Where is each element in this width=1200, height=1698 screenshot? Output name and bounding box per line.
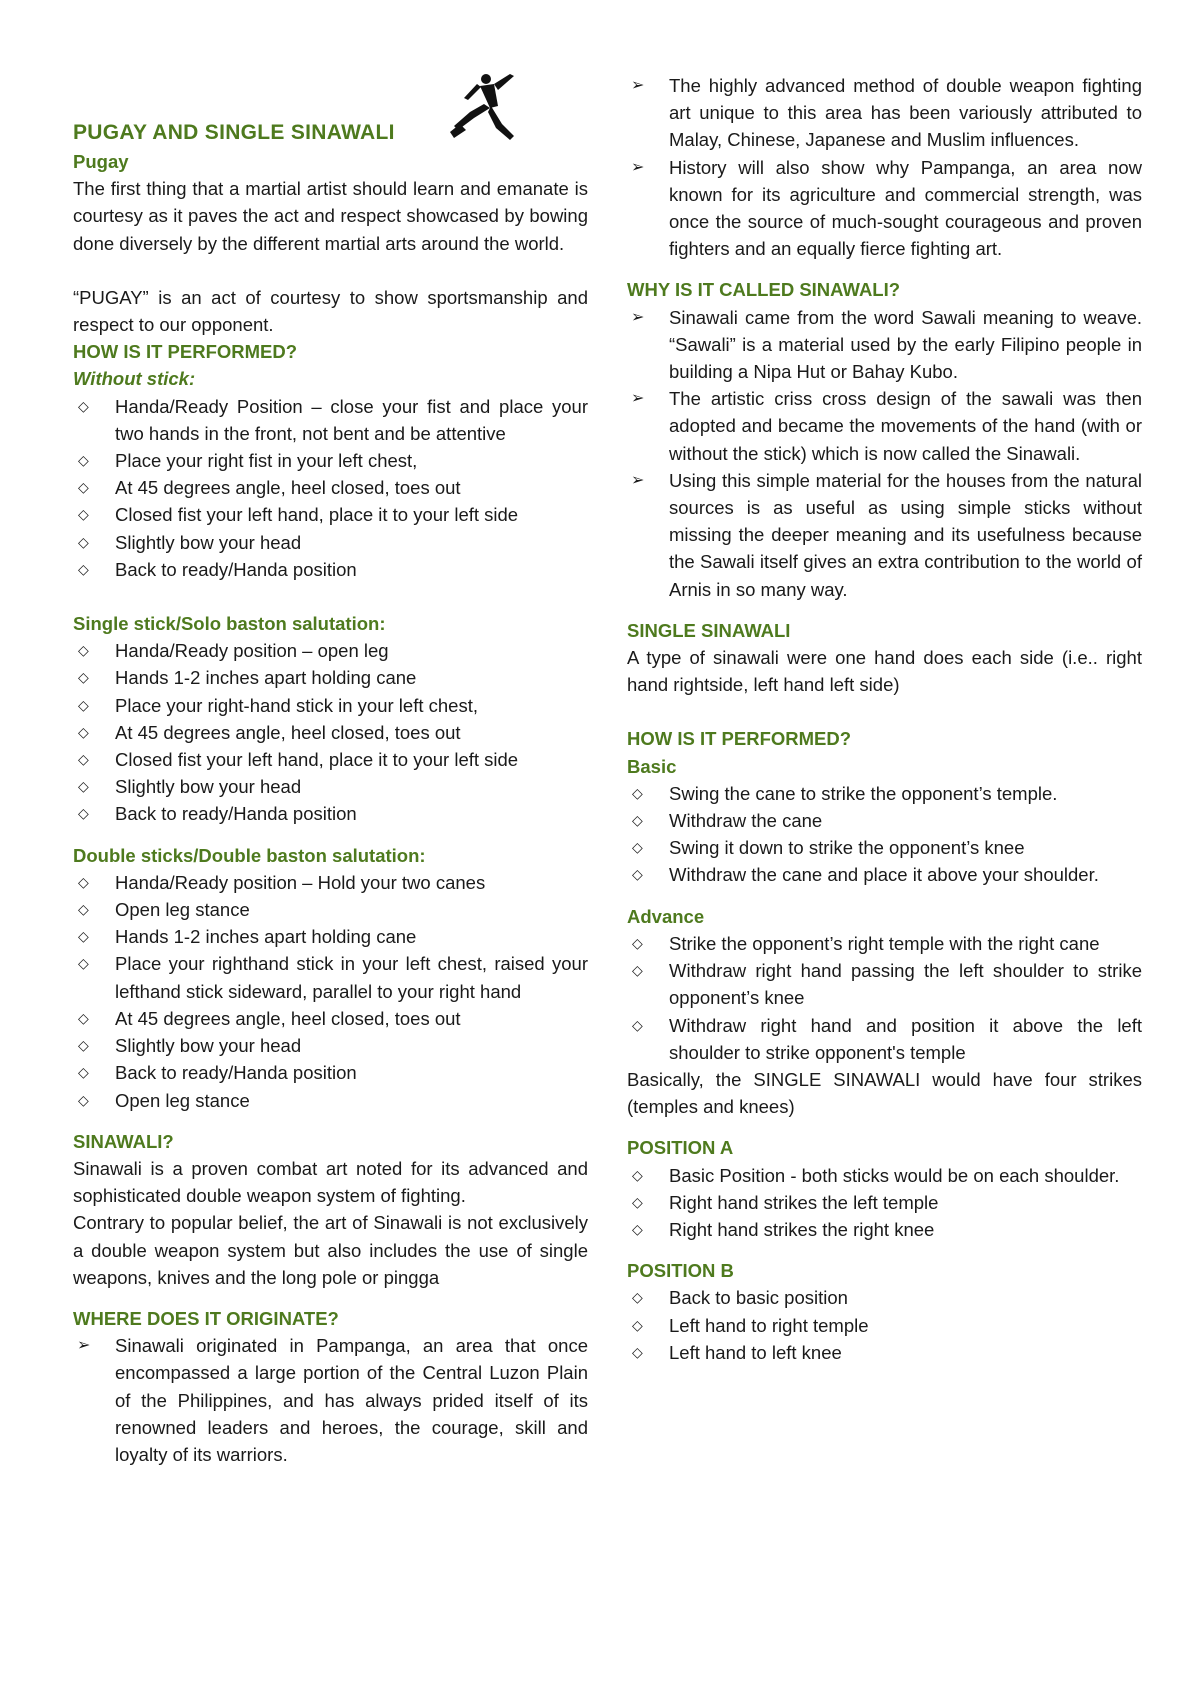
list-item [73,393,588,447]
list-item-text: Using this simple material for the houses from the natural sources is as useful as using simple sticks without missing the deeper meaning and its usefulness because the Sawali itself gives an extra contribution to the world of Arnis in so many way. [669,469,1142,600]
page-title: PUGAY AND SINGLE SINAWALI [73,121,395,144]
list-item [73,950,588,1004]
list-item [627,1312,1142,1339]
list-item-text: Place your right fist in your left chest, [115,450,418,472]
why-heading: WHY IS IT CALLED SINAWALI? [627,279,901,301]
list-item-text: Handa/Ready position – Hold your two canes [115,871,486,893]
diamond-bullet-icon: ◇ [78,955,89,972]
arrow-bullet-icon: ➢ [631,390,645,408]
diamond-bullet-icon: ◇ [632,934,643,951]
single-sinawali-heading: SINGLE SINAWALI [627,619,791,641]
list-item-text: Swing it down to strike the opponent’s knee [669,837,1025,859]
list-item-text: Strike the opponent’s right temple with the right cane [669,932,1100,954]
right-column [627,0,1142,1366]
list-item [73,746,588,773]
list-item-text: Handa/Ready Position – close your fist and place your two hands in the front, not bent and be attentive [115,395,588,444]
single-sinawali-paragraph: A type of sinawali were one hand does each side (i.e.. right hand rightside, left hand left side) [627,647,1142,696]
diamond-bullet-icon: ◇ [78,669,89,686]
list-item-text: Closed fist your left hand, place it to your left side [115,749,519,771]
list-item [627,1162,1142,1189]
list-item-text: Slightly bow your head [115,531,302,553]
list-item-text: Hands 1-2 inches apart holding cane [115,667,417,689]
list-item-text: At 45 degrees angle, heel closed, toes out [115,1007,461,1029]
diamond-bullet-icon: ◇ [632,1016,643,1033]
sinawali-paragraph-2: Contrary to popular belief, the art of Sinawali is not exclusively a double weapon system but also includes the use of single weapons, knives and the long pole or pingga [73,1212,588,1288]
diamond-bullet-icon: ◇ [78,778,89,795]
list-item [627,861,1142,888]
arrow-bullet-icon: ➢ [631,471,645,489]
list-item-text: Right hand strikes the right knee [669,1218,935,1240]
sinawali-heading: SINAWALI? [73,1130,174,1152]
diamond-bullet-icon: ◇ [632,1220,643,1237]
advance-list [627,930,1142,1066]
diamond-bullet-icon: ◇ [78,642,89,659]
position-a-heading: POSITION A [627,1137,734,1159]
diamond-bullet-icon: ◇ [632,866,643,883]
list-item-text: Right hand strikes the left temple [669,1191,939,1213]
list-item-text: Closed fist your left hand, place it to your left side [115,504,519,526]
basic-list [627,780,1142,889]
list-item-text: The artistic criss cross design of the sawali was then adopted and became the movements of the hand (with or without the stick) which is now called the Sinawali. [669,388,1142,464]
list-item [73,1087,588,1114]
why-list [627,304,1142,603]
list-item-text: Back to ready/Handa position [115,558,357,580]
list-item-text: At 45 degrees angle, heel closed, toes out [115,477,461,499]
diamond-bullet-icon: ◇ [78,506,89,523]
list-item-text: At 45 degrees angle, heel closed, toes out [115,721,461,743]
diamond-bullet-icon: ◇ [78,1037,89,1054]
diamond-bullet-icon: ◇ [78,560,89,577]
list-item-text: Swing the cane to strike the opponent’s temple. [669,782,1058,804]
list-item-text: Withdraw the cane and place it above your shoulder. [669,864,1099,886]
list-item [627,1189,1142,1216]
list-item [73,474,588,501]
list-item-text: Back to ready/Handa position [115,1062,357,1084]
list-item [73,869,588,896]
diamond-bullet-icon: ◇ [632,1289,643,1306]
diamond-bullet-icon: ◇ [632,812,643,829]
list-item [627,385,1142,467]
double-stick-list [73,869,588,1114]
diamond-bullet-icon: ◇ [78,1009,89,1026]
list-item-text: Slightly bow your head [115,1035,302,1057]
list-item-text: Place your righthand stick in your left chest, raised your lefthand stick sideward, parallel to your right hand [115,953,588,1002]
list-item [627,304,1142,386]
list-item-text: Handa/Ready position – open leg [115,640,389,662]
diamond-bullet-icon: ◇ [78,873,89,890]
origin-heading: WHERE DOES IT ORIGINATE? [73,1307,339,1329]
diamond-bullet-icon: ◇ [632,962,643,979]
diamond-bullet-icon: ◇ [78,696,89,713]
list-item-text: Sinawali originated in Pampanga, an area that once encompassed a large portion of the Central Luzon Plain of the Philippines, and has always prided itself of its renowned leaders and heroes, the courage, skill and loyalty of its warriors. [115,1335,588,1465]
diamond-bullet-icon: ◇ [78,397,89,414]
diamond-bullet-icon: ◇ [632,1166,643,1183]
list-item [627,807,1142,834]
list-item [627,780,1142,807]
list-item [627,1012,1142,1066]
diamond-bullet-icon: ◇ [78,1064,89,1081]
list-item [73,692,588,719]
list-item [627,72,1142,154]
diamond-bullet-icon: ◇ [78,723,89,740]
diamond-bullet-icon: ◇ [78,533,89,550]
double-stick-heading: Double sticks/Double baston salutation: [73,844,426,866]
list-item [73,773,588,800]
basic-heading: Basic [627,755,677,777]
arrow-bullet-icon: ➢ [77,1337,91,1355]
position-b-list [627,1284,1142,1366]
origin-list [73,1332,588,1468]
list-item-text: Slightly bow your head [115,776,302,798]
diamond-bullet-icon: ◇ [632,1193,643,1210]
arrow-bullet-icon: ➢ [631,77,645,94]
how-performed-heading-2: HOW IS IT PERFORMED? [627,728,852,750]
sinawali-paragraph-1: Sinawali is a proven combat art noted for its advanced and sophisticated double weapon system of fighting. [73,1157,588,1207]
diamond-bullet-icon: ◇ [78,751,89,768]
left-column [73,0,588,1468]
list-item [73,501,588,528]
list-item [627,467,1142,603]
list-item-text: Withdraw right hand passing the left shoulder to strike opponent’s knee [669,960,1142,1009]
list-item-text: Withdraw the cane [669,810,823,832]
list-item [73,637,588,664]
list-item [627,154,1142,263]
list-item [73,923,588,950]
list-item [627,1284,1142,1311]
without-stick-list [73,393,588,583]
position-b-heading: POSITION B [627,1260,734,1282]
list-item-text: Back to basic position [669,1287,848,1309]
how-performed-heading: HOW IS IT PERFORMED? [73,341,298,363]
list-item [73,800,588,827]
list-item-text: Left hand to left knee [669,1341,842,1363]
arrow-bullet-icon: ➢ [631,158,645,176]
list-item [73,1059,588,1086]
list-item-text: History will also show why Pampanga, an area now known for its agriculture and commercial strength, was once the source of much-sought courageous and proven fighters and an equally fierce fighting art. [669,156,1142,260]
single-stick-list [73,637,588,827]
advance-heading: Advance [627,905,705,927]
diamond-bullet-icon: ◇ [78,1091,89,1108]
diamond-bullet-icon: ◇ [632,1316,643,1333]
diamond-bullet-icon: ◇ [78,805,89,822]
list-item [73,1332,588,1468]
list-item [627,1216,1142,1243]
list-item [627,957,1142,1011]
single-stick-heading: Single stick/Solo baston salutation: [73,613,386,635]
list-item-text: Withdraw right hand and position it above the left shoulder to strike opponent's temple [669,1014,1142,1063]
list-item [73,896,588,923]
list-item-text: The highly advanced method of double weapon fighting art unique to this area has been variously attributed to Malay, Chinese, Japanese and Muslim influences. [669,75,1142,151]
list-item-text: Basic Position - both sticks would be on each shoulder. [669,1164,1120,1186]
list-item-text: Hands 1-2 inches apart holding cane [115,926,417,948]
list-item [73,529,588,556]
diamond-bullet-icon: ◇ [632,1343,643,1360]
position-a-list [627,1162,1142,1244]
pugay-paragraph-1: The first thing that a martial artist should learn and emanate is courtesy as it paves the act and respect showcased by bowing done diversely by the different martial arts around the world. [73,178,588,254]
diamond-bullet-icon: ◇ [632,784,643,801]
basically-paragraph: Basically, the SINGLE SINAWALI would have four strikes (temples and knees) [627,1068,1142,1118]
list-item-text: Sinawali came from the word Sawali meaning to weave. “Sawali” is a material used by the early Filipino people in building a Nipa Hut or Bahay Kubo. [669,306,1142,383]
diamond-bullet-icon: ◇ [78,479,89,496]
list-item [73,1032,588,1059]
list-item-text: Place your right-hand stick in your left chest, [115,694,478,716]
list-item [73,556,588,583]
diamond-bullet-icon: ◇ [78,901,89,918]
pugay-paragraph-2: “PUGAY” is an act of courtesy to show sportsmanship and respect to our opponent. [73,286,588,336]
diamond-bullet-icon: ◇ [78,928,89,945]
list-item [627,1339,1142,1366]
list-item-text: Open leg stance [115,1089,250,1111]
list-item-text: Open leg stance [115,899,250,921]
arrow-bullet-icon: ➢ [631,308,645,326]
list-item [73,664,588,691]
list-item-text: Back to ready/Handa position [115,803,357,825]
origin-continued-list [627,72,1142,262]
list-item [73,719,588,746]
diamond-bullet-icon: ◇ [632,839,643,856]
diamond-bullet-icon: ◇ [78,452,89,469]
list-item [73,447,588,474]
list-item [627,834,1142,861]
pugay-heading: Pugay [73,151,129,172]
list-item-text: Left hand to right temple [669,1314,869,1336]
list-item [73,1005,588,1032]
without-stick-heading: Without stick: [73,368,196,390]
list-item [627,930,1142,957]
